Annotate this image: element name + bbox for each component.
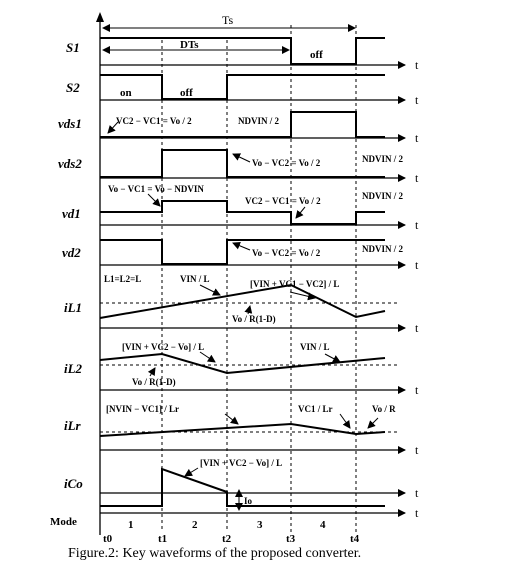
vd1-high-annotation: NDVIN / 2 — [362, 191, 404, 201]
time-label-t4: t4 — [350, 533, 360, 545]
il2-label: iL2 — [64, 361, 83, 376]
ico-label: iCo — [64, 476, 83, 491]
vds2-waveform — [100, 150, 385, 177]
il2-waveform — [100, 354, 385, 373]
ico-t-label: t — [415, 486, 419, 500]
vds2-low-arrow — [233, 154, 250, 162]
s2-label: S2 — [66, 80, 80, 95]
s1-t-label: t — [415, 58, 419, 72]
ilr-slope3-annotation: Vo / R — [372, 404, 396, 414]
ilr-slope2-arrow — [340, 414, 350, 428]
vds2-label: vds2 — [58, 156, 82, 171]
mode-number-2: 2 — [192, 519, 198, 531]
vds2-low-annotation: Vo − VC2 = Vo / 2 — [252, 158, 321, 168]
main-axis-arrowhead — [96, 12, 104, 22]
ilr-slope3-arrow — [368, 418, 378, 428]
il1-label: iL1 — [64, 300, 83, 315]
ilr-slope1-annotation: [NVIN − VC1] / Lr — [106, 404, 179, 414]
il1-slope1-arrow — [200, 285, 220, 295]
il2-slope2-arrow — [325, 354, 340, 362]
mode-label: Mode — [50, 516, 77, 528]
il2-t-label: t — [415, 383, 419, 397]
vd2-high-annotation: NDVIN / 2 — [362, 244, 404, 254]
mode-number-4: 4 — [320, 519, 326, 531]
period-label: Ts — [222, 13, 234, 27]
vd1-t-label: t — [415, 218, 419, 232]
mode-number-3: 3 — [257, 519, 263, 531]
ilr-waveform — [100, 424, 385, 436]
vd1-top-arrow — [148, 194, 160, 206]
ico-waveform — [100, 469, 385, 506]
il2-avg-arrow — [150, 368, 155, 376]
vds2-t-label: t — [415, 171, 419, 185]
time-label-t1: t1 — [158, 533, 168, 545]
il1-slope2-annotation: [VIN + VC1 − VC2] / L — [250, 279, 340, 289]
s1-off-state: off — [310, 49, 323, 61]
figure-caption: Figure.2: Key waveforms of the proposed converter. — [68, 546, 362, 561]
s2-waveform — [100, 75, 385, 99]
mode-t-label: t — [415, 506, 419, 520]
s1-waveform — [100, 38, 385, 64]
time-label-t2: t2 — [222, 533, 232, 545]
vds1-high-annotation: NDVIN / 2 — [238, 116, 280, 126]
il1-avg-annotation: Vo / R(1-D) — [232, 314, 276, 324]
il1-equal-annotation: L1=L2=L — [104, 274, 142, 284]
ilr-label: iLr — [64, 418, 81, 433]
vds1-eq-annotation: VC2 − VC1 = Vo / 2 — [116, 116, 192, 126]
vds1-label: vds1 — [58, 116, 82, 131]
vds2-high-annotation: NDVIN / 2 — [362, 154, 404, 164]
ico-slope-arrow — [185, 468, 198, 476]
s2-on-state: on — [120, 87, 132, 99]
time-instant-labels — [103, 533, 360, 545]
vd1-top-annotation: Vo − VC1 = Vo − NDVIN — [108, 184, 204, 194]
vd1-label: vd1 — [62, 206, 81, 221]
il2-slope1-arrow — [200, 352, 215, 362]
ico-io-annotation: Io — [244, 496, 253, 506]
il1-avg-arrow — [248, 306, 250, 314]
vd2-waveform — [100, 240, 385, 264]
il2-slope1-annotation: [VIN + VC2 − Vo] / L — [122, 342, 205, 352]
vd1-mid-annotation: VC2 − VC1 = Vo / 2 — [245, 196, 321, 206]
vd1-mid-arrow — [296, 207, 305, 218]
s2-t-label: t — [415, 93, 419, 107]
vd2-low-annotation: Vo − VC2 = Vo / 2 — [252, 248, 321, 258]
il1-slope1-annotation: VIN / L — [180, 274, 210, 284]
il2-slope2-annotation: VIN / L — [300, 342, 330, 352]
vd2-label: vd2 — [62, 245, 81, 260]
il2-avg-annotation: Vo / R(1-D) — [132, 377, 176, 387]
il1-t-label: t — [415, 321, 419, 335]
ilr-t-label: t — [415, 443, 419, 457]
time-label-t3: t3 — [286, 533, 296, 545]
mode-number-1: 1 — [128, 519, 134, 531]
duty-label: DTs — [180, 39, 199, 51]
time-label-t0: t0 — [103, 533, 113, 545]
vds1-t-label: t — [415, 131, 419, 145]
vd1-waveform — [100, 201, 385, 224]
vd2-t-label: t — [415, 258, 419, 272]
vd2-low-arrow — [233, 243, 250, 250]
ico-slope-annotation: [VIN + VC2 − Vo] / L — [200, 458, 283, 468]
s1-label: S1 — [66, 40, 80, 55]
ilr-slope2-annotation: VC1 / Lr — [298, 404, 333, 414]
s2-off-state: off — [180, 87, 193, 99]
